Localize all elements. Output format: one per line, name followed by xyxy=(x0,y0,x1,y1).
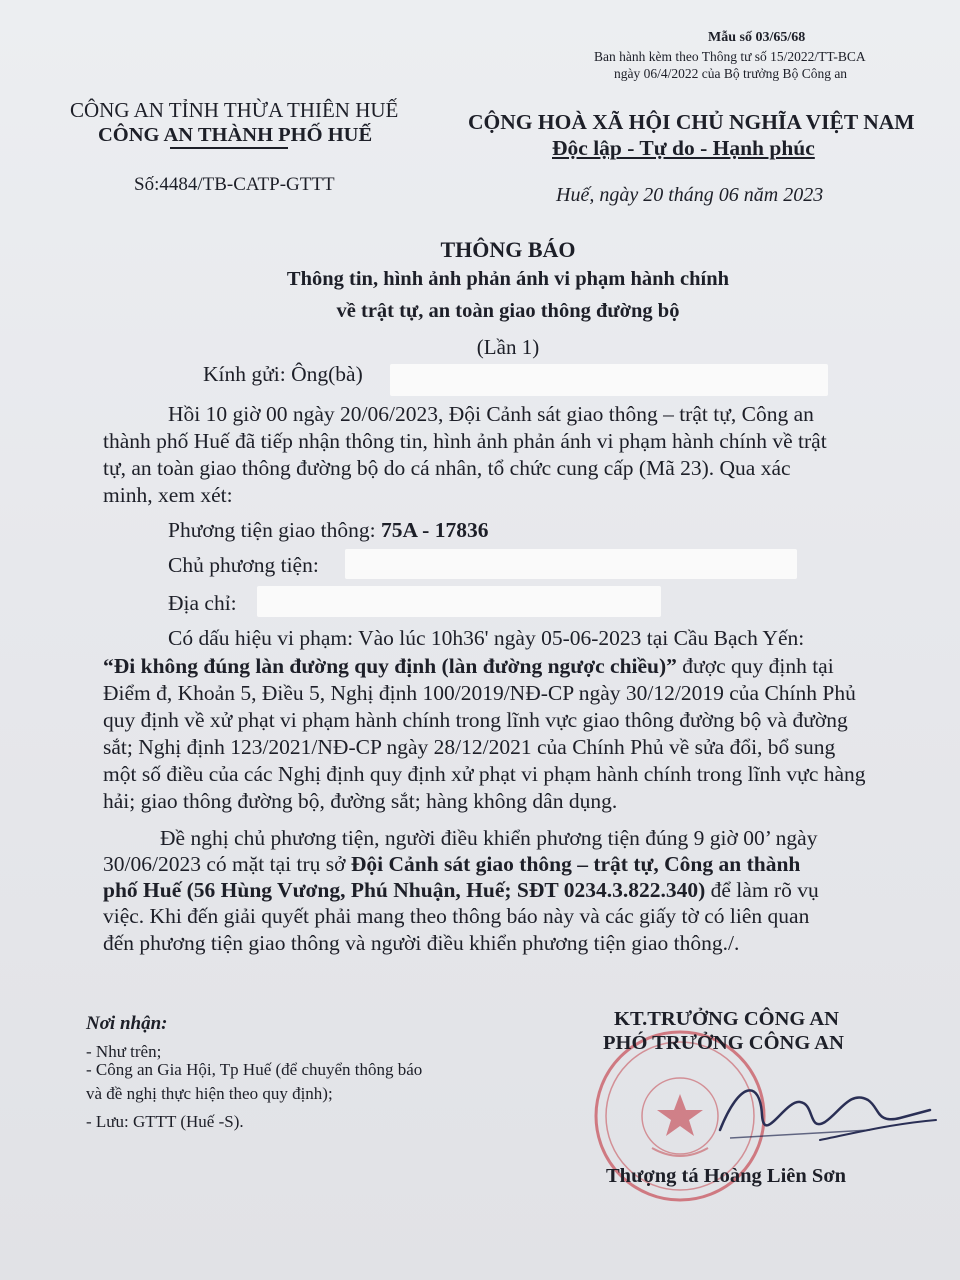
request-line: 30/06/2023 có mặt tại trụ sở Đội Cảnh sát giao thông – trật tự, Công an thành xyxy=(103,852,801,876)
violation-line: một số điều của các Nghị định quy định xử phạt vi phạm hành chính trong lĩnh vực hàng xyxy=(103,762,866,786)
request-line: đến phương tiện giao thông và người điều khiển phương tiện giao thông./. xyxy=(103,931,740,955)
agency-underline xyxy=(170,147,288,149)
request-line: Đề nghị chủ phương tiện, người điều khiển phương tiện đúng 9 giờ 00’ ngày xyxy=(160,826,818,850)
document-number: Số:4484/TB-CATP-GTTT xyxy=(134,174,335,195)
police-office: Đội Cảnh sát giao thông – trật tự, Công an thành xyxy=(350,852,801,876)
notice-subtitle-2: về trật tự, an toàn giao thông đường bộ xyxy=(336,300,680,322)
violation-line: hải; giao thông đường bộ, đường sắt; hàng không dân dụng. xyxy=(103,789,618,813)
violation-line: “Đi không đúng làn đường quy định (làn đường ngược chiều)” được quy định tại xyxy=(103,654,834,678)
notice-subtitle-1: Thông tin, hình ảnh phản ánh vi phạm hành chính xyxy=(286,268,730,290)
intro-line: thành phố Huế đã tiếp nhận thông tin, hình ảnh phản ánh vi phạm hành chính về trật xyxy=(103,429,827,453)
signature-title-1: KT.TRƯỞNG CÔNG AN xyxy=(614,1008,839,1030)
signer-name: Thượng tá Hoàng Liên Sơn xyxy=(606,1165,847,1187)
form-number: Mẫu số 03/65/68 xyxy=(708,30,806,45)
form-issued-line1: Ban hành kèm theo Thông tư số 15/2022/TT-BCA xyxy=(594,49,866,64)
violation-line: sắt; Nghị định 123/2021/NĐ-CP ngày 28/12/2021 của Chính Phủ về sửa đổi, bổ sung xyxy=(103,735,836,759)
address-label: Địa chỉ: xyxy=(168,591,237,615)
place-date: Huế, ngày 20 tháng 06 năm 2023 xyxy=(556,184,824,206)
form-issued-line2: ngày 06/4/2022 của Bộ trưởng Bộ Công an xyxy=(614,66,848,81)
recipients-item: - Lưu: GTTT (Huế -S). xyxy=(86,1112,244,1131)
redacted-address xyxy=(257,586,661,617)
violation-line: Có dấu hiệu vi phạm: Vào lúc 10h36' ngày 05-06-2023 tại Cầu Bạch Yến: xyxy=(168,626,805,650)
owner-label: Chủ phương tiện: xyxy=(168,553,319,577)
intro-line: Hồi 10 giờ 00 ngày 20/06/2023, Đội Cảnh sát giao thông – trật tự, Công an xyxy=(168,402,814,426)
signature-title-2: PHÓ TRƯỞNG CÔNG AN xyxy=(603,1032,844,1054)
national-motto: Độc lập - Tự do - Hạnh phúc xyxy=(552,136,815,160)
notice-title: THÔNG BÁO xyxy=(440,237,576,262)
vehicle-line xyxy=(168,518,488,543)
redacted-owner-name xyxy=(345,549,797,579)
request-line: phố Huế (56 Hùng Vương, Phú Nhuận, Huế; SĐT 0234.3.822.340) để làm rõ vụ xyxy=(103,878,819,902)
intro-line: tự, an toàn giao thông đường bộ do cá nhân, tổ chức cung cấp (Mã 23). Qua xác xyxy=(103,456,791,480)
recipient-label: Kính gửi: Ông(bà) xyxy=(203,362,363,386)
recipients-heading: Nơi nhận: xyxy=(86,1013,168,1034)
agency-line1: CÔNG AN TỈNH THỪA THIÊN HUẾ xyxy=(70,98,399,122)
recipients-item: - Như trên; xyxy=(86,1042,162,1061)
signature-icon xyxy=(700,1060,940,1160)
vehicle-label: Phương tiện giao thông: xyxy=(168,518,381,542)
police-office-address: phố Huế (56 Hùng Vương, Phú Nhuận, Huế; SĐT 0234.3.822.340) xyxy=(103,878,706,902)
nation-title: CỘNG HOÀ XÃ HỘI CHỦ NGHĨA VIỆT NAM xyxy=(468,110,915,134)
intro-line: minh, xem xét: xyxy=(103,483,233,507)
notice-round: (Lần 1) xyxy=(476,335,540,359)
recipients-item: - Công an Gia Hội, Tp Huế (để chuyển thông báo xyxy=(86,1060,423,1079)
violation-description: “Đi không đúng làn đường quy định (làn đường ngược chiều)” xyxy=(103,654,677,678)
redacted-recipient-name xyxy=(390,364,828,396)
recipients-item: và đề nghị thực hiện theo quy định); xyxy=(86,1084,333,1103)
agency-line2: CÔNG AN THÀNH PHỐ HUẾ xyxy=(98,124,373,146)
request-line: việc. Khi đến giải quyết phải mang theo thông báo này và các giấy tờ có liên quan xyxy=(103,904,810,928)
violation-line: Điểm đ, Khoản 5, Điều 5, Nghị định 100/2019/NĐ-CP ngày 30/12/2019 của Chính Phủ xyxy=(103,681,856,705)
vehicle-plate: 75A - 17836 xyxy=(380,518,489,542)
violation-line: quy định về xử phạt vi phạm hành chính trong lĩnh vực giao thông đường bộ và đường xyxy=(103,708,848,732)
